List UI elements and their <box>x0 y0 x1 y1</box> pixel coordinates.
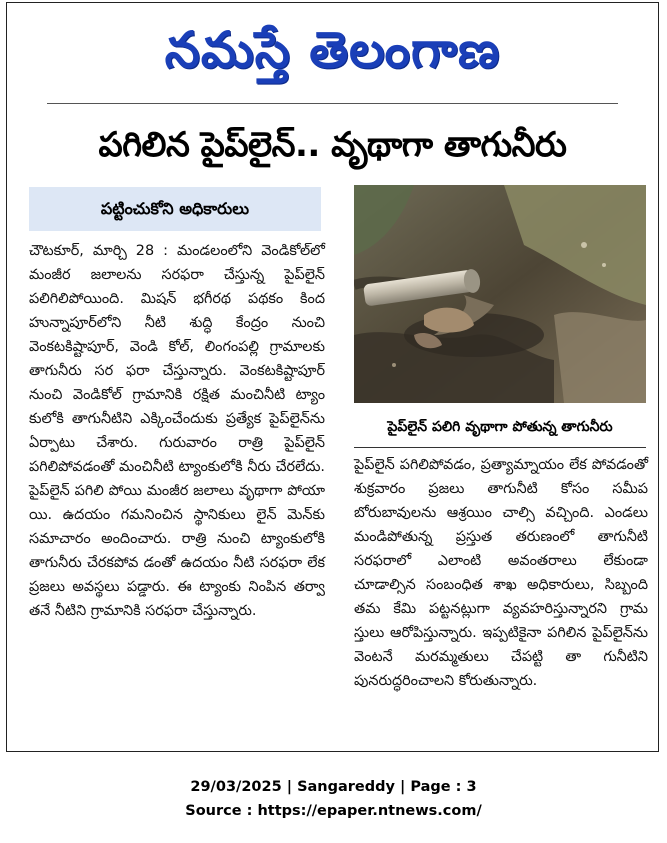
footer-date-edition: 29/03/2025 | Sangareddy | Page : 3 <box>190 779 477 795</box>
broken-pipe-photo-illustration <box>354 185 646 403</box>
article-body-right: పైప్‌లైన్ పగిలిపోవడం, ప్రత్యామ్నాయం లేక పోవడంతో శుక్రవారం ప్రజలు తాగునీటి కోసం సమీప బోరుబావులను ఆశ్రయిం చాల్సి వచ్చింది. ఎండలు మండిపోతున్న ప్రస్తుత తరుణంలో తాగునీటి సరఫరాలో ఎలాంటి అవంతరాలు లేకుండా చూడాల్సిన సంబంధిత శాఖ అధికారులు, సిబ్బంది తమ కేమి పట్టనట్లుగా వ్యవహరిస్తున్నారని గ్రామ స్తులు ఆరోపిస్తున్నారు. ఇప్పటికైనా పగిలిన పైప్‌లైన్‌ను వెంటనే మరమ్మతులు చేపట్టి తా గునీటిని పునరుద్ధరించాలని కోరుతున్నారు. <box>354 457 648 689</box>
article-body-left: చౌటకూర్, మార్చి 28 : మండలంలోని వెండికోల్‌లో మంజీర జలాలను సరఫరా చేస్తున్న పైప్‌లైన్ పలిగిలిపోయింది. మిషన్ భగీరథ పథకం కింద హున్నాపూర్‌లోని నీటి శుద్ధి కేంద్రం నుంచి వెంకటకిష్టాపూర్, వెండి కోల్, లింగంపల్లి గ్రామాలకు తాగునీరు సర ఫరా చేస్తున్నారు. వెంకటకిష్టాపూర్ నుంచి వెండికోల్ గ్రామానికి రక్షిత మంచినీటి ట్యాం కులోకి తాగునీటిని ఎక్కించేందుకు ప్రత్యేక పైప్‌లైన్‌ను ఏర్పాటు చేశారు. గురువారం రాత్రి పైప్‌లైన్ పగిలిపోవడంతో మంచినీటి ట్యాంకులోకి నీరు చేరలేదు. పైప్‌లైన్ పగిలి పోయి మంజీర జలాలు వృథాగా పోయా యి. ఉదయం గమనించిన స్థానికులు లైన్ మెన్‌కు సమాచారం అందించారు. రాత్రి నుంచి ట్యాంకులోకి తాగునీరు చేరకపోవ డంతో ఉదయం నీటి సరఫరా లేక ప్రజలు అవస్థలు పడ్డారు. ఈ ట్యాంకు నింపిన తర్వా తనే నీటిని గ్రామానికి సరఫరా చేస్తున్నారు. <box>29 243 325 619</box>
article-subheadline: పట్టించుకోని అధికారులు <box>29 187 321 231</box>
photo-caption: పైప్‌లైన్ పలిగి వృథాగా పోతున్న తాగునీరు <box>387 419 613 435</box>
newspaper-clipping <box>6 2 659 752</box>
article-photo <box>354 185 646 403</box>
masthead-divider <box>47 103 618 104</box>
footer-source: Source : https://epaper.ntnews.com/ <box>185 803 482 819</box>
footer <box>0 775 667 823</box>
caption-divider <box>354 447 646 448</box>
masthead-title: నమస్తే తెలంగాణ <box>164 21 501 79</box>
article-headline: పగిలిన పైప్‌లైన్.. వృథాగా తాగునీరు <box>98 125 567 165</box>
